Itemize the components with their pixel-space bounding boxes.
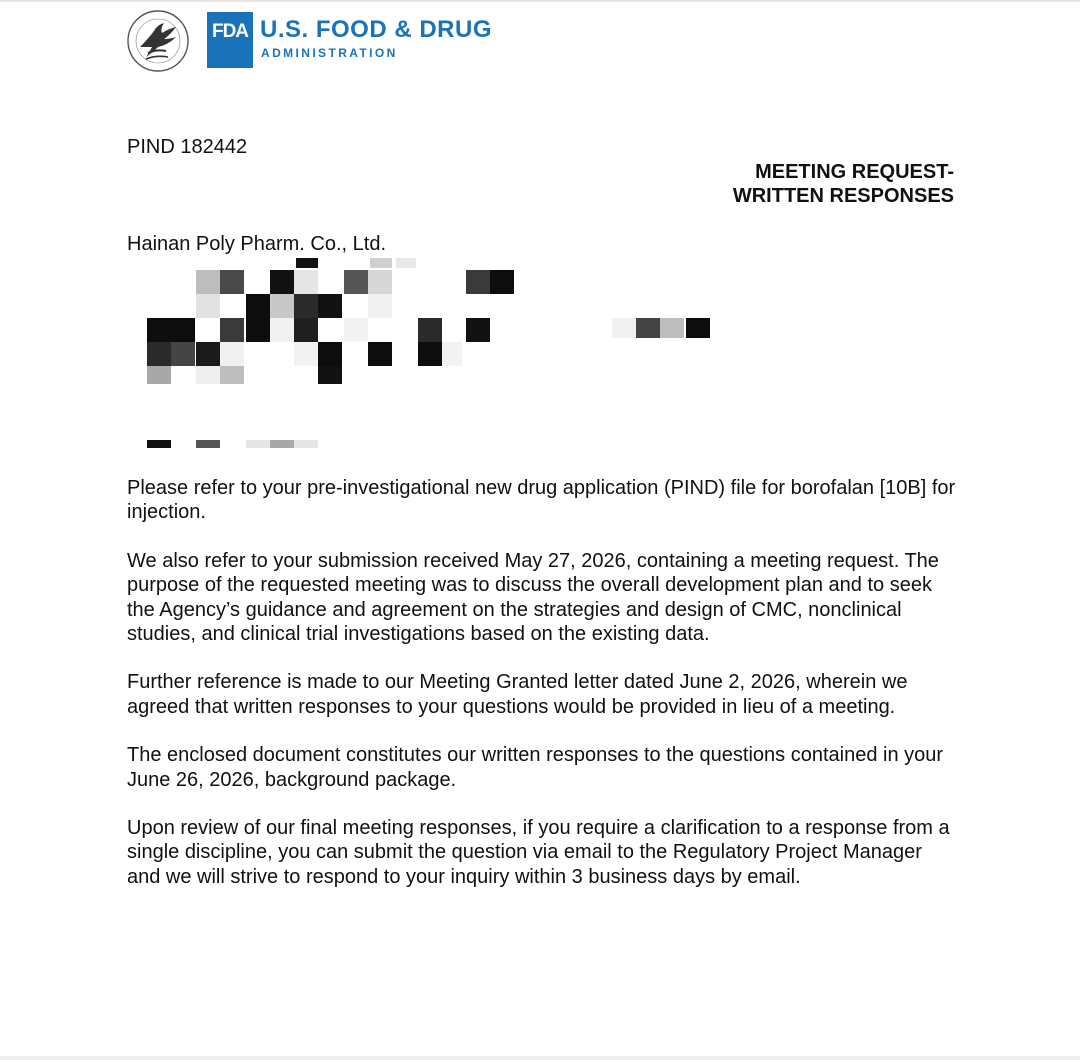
paragraph-5: Upon review of our final meeting responses, if you require a clarification to a response from a single discipline, you can submit the question via email to the Regulatory Project Manager and we will strive to respond to your inquiry within 3 business days by email. — [127, 817, 950, 888]
hhs-eagle-seal-icon — [126, 9, 190, 73]
agency-subtitle: ADMINISTRATION — [261, 46, 398, 60]
letter-title-line-1: MEETING REQUEST- — [755, 161, 954, 183]
paragraph-2: We also refer to your submission received May 27, 2026, containing a meeting request. The purpose of the requested meeting was to discuss the overall development plan and to seek the Agency’s guidance and agreement on the strategies and design of CMC, nonclinical studies, and clinical trial investigations based on the existing data. — [127, 549, 939, 646]
letter-title — [733, 160, 954, 208]
fda-logo-box: FDA — [207, 12, 253, 68]
letter-body — [127, 476, 957, 913]
recipient-company: Hainan Poly Pharm. Co., Ltd. — [127, 233, 387, 255]
pind-reference: PIND 182442 — [127, 136, 248, 158]
letter-title-line-2: WRITTEN RESPONSES — [732, 185, 954, 207]
bottom-divider — [0, 1056, 1080, 1060]
paragraph-1: Please refer to your pre-investigational new drug application (PIND) file for borofalan [10B] for injection. — [127, 477, 956, 524]
top-divider — [0, 0, 1080, 2]
paragraph-4: The enclosed document constitutes our written responses to the questions contained in your June 26, 2026, background package. — [127, 744, 944, 791]
paragraph-3: Further reference is made to our Meeting Granted letter dated June 2, 2026, wherein we agreed that written responses to your questions would be provided in lieu of a meeting. — [127, 671, 908, 718]
agency-name: U.S. FOOD & DRUG — [260, 16, 493, 43]
